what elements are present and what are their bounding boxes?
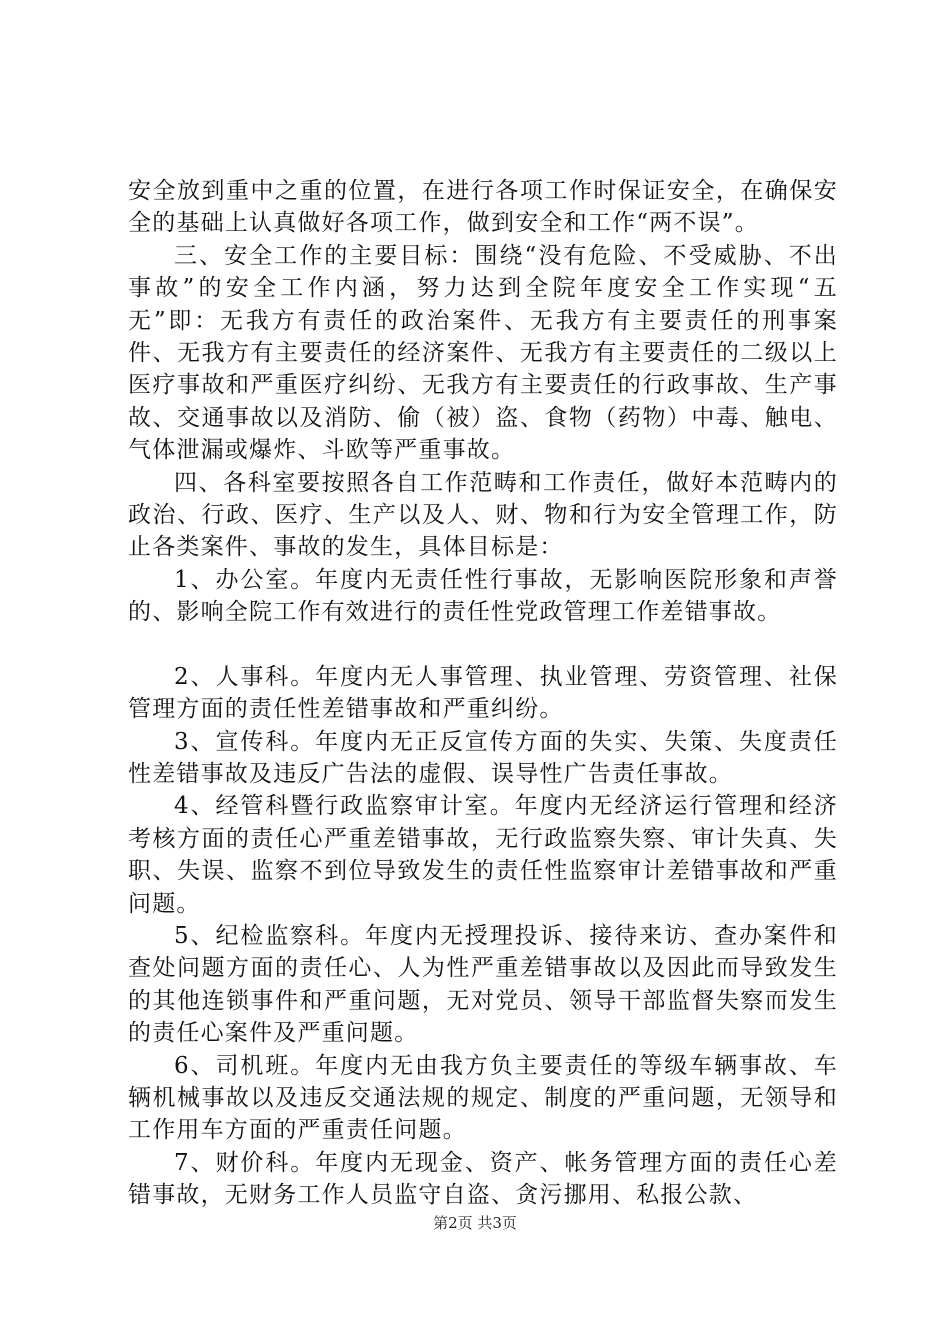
paragraph-item-finance: 7、财价科。年度内无现金、资产、帐务管理方面的责任心差错事故，无财务工作人员监守自盗、贪污挪用、私报公款、: [128, 1149, 838, 1209]
paragraph-spacer: [128, 629, 838, 661]
paragraph-item-management-audit: 4、经管科暨行政监察审计室。年度内无经济运行管理和经济考核方面的责任心严重差错事故，无行政监察失察、审计失真、失职、失误、监察不到位导致发生的责任性监察审计差错事故和严重问题。: [128, 793, 838, 917]
page-footer: 第2页 共3页: [433, 1214, 517, 1232]
paragraph-item-discipline: 5、纪检监察科。年度内无授理投诉、接待来访、查办案件和查处问题方面的责任心、人为性严重差错事故以及因此而导致发生的其他连锁事件和严重问题，无对党员、领导干部监督失察而发生的责任心案件及严重问题。: [128, 922, 838, 1047]
paragraph-continuation: 安全放到重中之重的位置，在进行各项工作时保证安全，在确保安全的基础上认真做好各项工作，做到安全和工作“两不误”。: [128, 178, 838, 237]
paragraph-item-personnel: 2、人事科。年度内无人事管理、执业管理、劳资管理、社保管理方面的责任性差错事故和严重纠纷。: [128, 663, 838, 723]
document-body: [128, 175, 838, 1212]
paragraph-item-publicity: 3、宣传科。年度内无正反宣传方面的失实、失策、失度责任性差错事故及违反广告法的虚假、误导性广告责任事故。: [128, 728, 838, 787]
paragraph-section-four: 四、各科室要按照各自工作范畴和工作责任，做好本范畴内的政治、行政、医疗、生产以及人、财、物和行为安全管理工作，防止各类案件、事故的发生，具体目标是：: [128, 469, 838, 561]
paragraph-item-drivers: 6、司机班。年度内无由我方负主要责任的等级车辆事故、车辆机械事故以及违反交通法规的规定、制度的严重问题，无领导和工作用车方面的严重责任问题。: [128, 1052, 838, 1144]
paragraph-section-three: 三、安全工作的主要目标：围绕“没有危险、不受威胁、不出事故”的安全工作内涵，努力达到全院年度安全工作实现“五无”即：无我方有责任的政治案件、无我方有主要责任的刑事案件、无我方有主要责任的经济案件、无我方有主要责任的二级以上医疗事故和严重医疗纠纷、无我方有主要责任的行政事故、生产事故、交通事故以及消防、偷（被）盗、食物（药物）中毒、触电、气体泄漏或爆炸、斗欧等严重事故。: [128, 242, 838, 464]
paragraph-item-office: 1、办公室。年度内无责任性行事故，无影响医院形象和声誉的、影响全院工作有效进行的责任性党政管理工作差错事故。: [128, 566, 838, 626]
